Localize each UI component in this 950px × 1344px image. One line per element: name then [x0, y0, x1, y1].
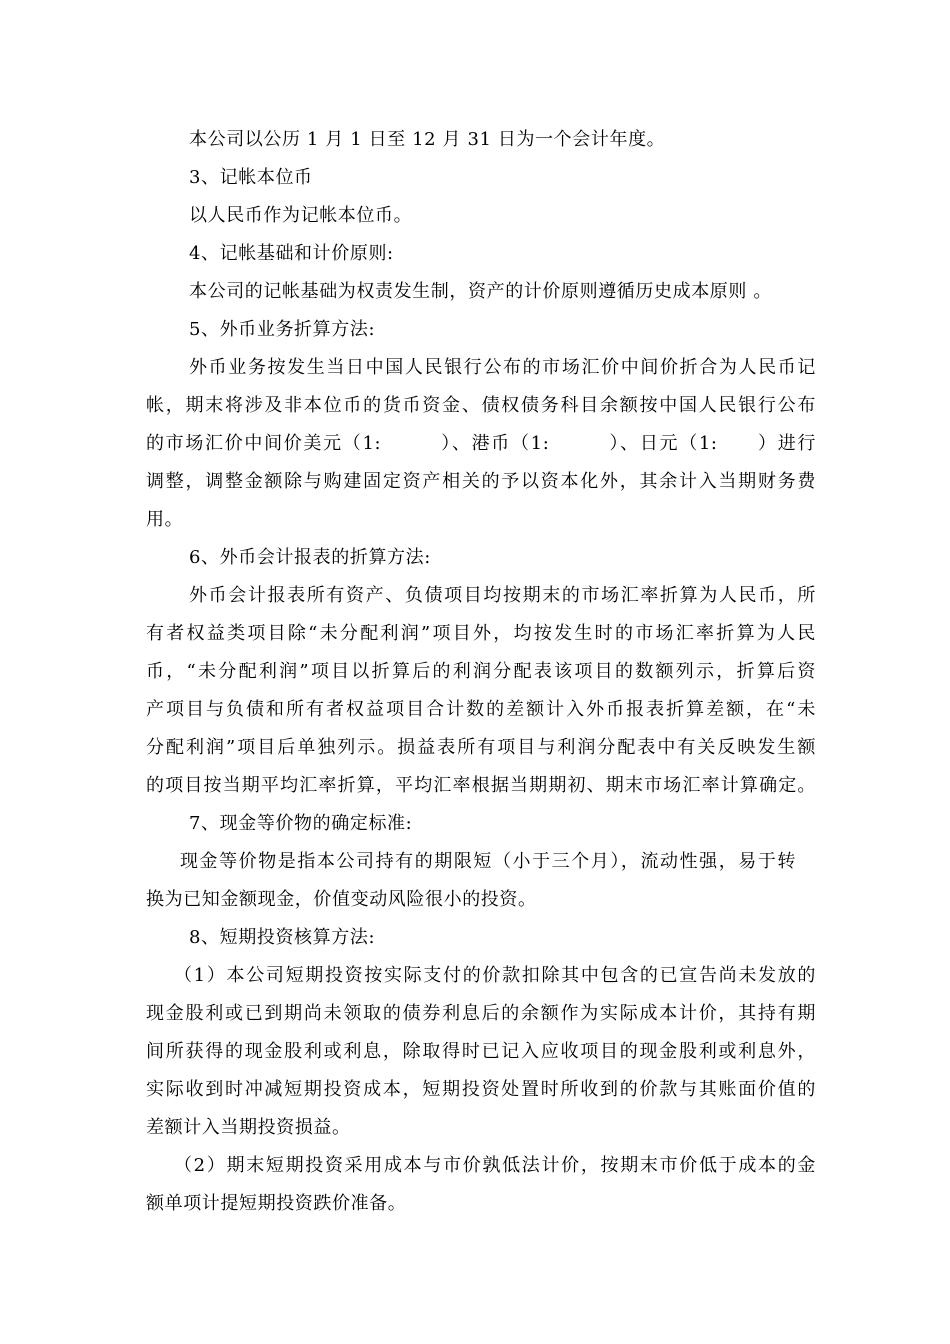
section-heading-8: 8、短期投资核算方法: — [189, 927, 376, 948]
paragraph-line: 间所获得的现金股利或利息，除取得时已记入应收项目的现金股利或利息外， — [146, 1041, 816, 1062]
section-heading-4: 4、记帐基础和计价原则: — [189, 243, 394, 264]
paragraph-line: 实际收到时冲减短期投资成本，短期投资处置时所收到的价款与其账面价值的 — [146, 1079, 816, 1100]
accounting-basis-text: 本公司的记帐基础为权责发生制，资产的计价原则遵循历史成本原则 。 — [189, 281, 772, 302]
fiscal-year-text: 本公司以公历 1 月 1 日至 12 月 31 日为一个会计年度。 — [189, 129, 666, 150]
paragraph-line: 差额计入当期投资损益。 — [146, 1117, 351, 1138]
paragraph-line: 有者权益类项目除“未分配利润”项目外，均按发生时的市场汇率折算为人民 — [146, 623, 816, 644]
paragraph-line: 用。 — [146, 509, 184, 530]
paragraph-line: 外币业务按发生当日中国人民银行公布的市场汇价中间价折合为人民币记 — [189, 357, 816, 378]
paragraph-line: （1）本公司短期投资按实际支付的价款扣除其中包含的已宣告尚未发放的 — [174, 965, 816, 986]
paragraph-line: 帐，期末将涉及非本位币的货币资金、债权债务科目余额按中国人民银行公布 — [146, 395, 816, 416]
currency-text: 以人民币作为记帐本位币。 — [189, 205, 413, 226]
paragraph-line: 分配利润”项目后单独列示。损益表所有项目与利润分配表中有关反映发生额 — [146, 737, 816, 758]
paragraph-line: （2）期末短期投资采用成本与市价孰低法计价，按期末市价低于成本的金 — [174, 1155, 816, 1176]
section-heading-5: 5、外币业务折算方法: — [189, 319, 376, 340]
section-heading-7: 7、现金等价物的确定标准: — [189, 813, 413, 834]
paragraph-line: 币，“未分配利润”项目以折算后的利润分配表该项目的数额列示，折算后资 — [146, 661, 816, 682]
paragraph-line: 外币会计报表所有资产、负债项目均按期末的市场汇率折算为人民币，所 — [189, 585, 816, 606]
paragraph-line: 的市场汇价中间价美元（1: ）、港币（1: ）、日元（1: ）进行 — [146, 433, 816, 454]
paragraph-line: 现金等价物是指本公司持有的期限短（小于三个月），流动性强，易于转 — [180, 851, 796, 872]
section-heading-3: 3、记帐本位币 — [189, 167, 313, 188]
paragraph-line: 换为已知金额现金，价值变动风险很小的投资。 — [146, 889, 537, 910]
paragraph-line: 调整，调整金额除与购建固定资产相关的予以资本化外，其余计入当期财务费 — [146, 471, 816, 492]
section-heading-6: 6、外币会计报表的折算方法: — [189, 547, 431, 568]
paragraph-line: 的项目按当期平均汇率折算，平均汇率根据当期期初、期末市场汇率计算确定。 — [146, 775, 816, 796]
paragraph-line: 现金股利或已到期尚未领取的债券利息后的余额作为实际成本计价，其持有期 — [146, 1003, 816, 1024]
paragraph-line: 额单项计提短期投资跌价准备。 — [146, 1193, 407, 1214]
paragraph-line: 产项目与负债和所有者权益项目合计数的差额计入外币报表折算差额，在“未 — [146, 699, 816, 720]
